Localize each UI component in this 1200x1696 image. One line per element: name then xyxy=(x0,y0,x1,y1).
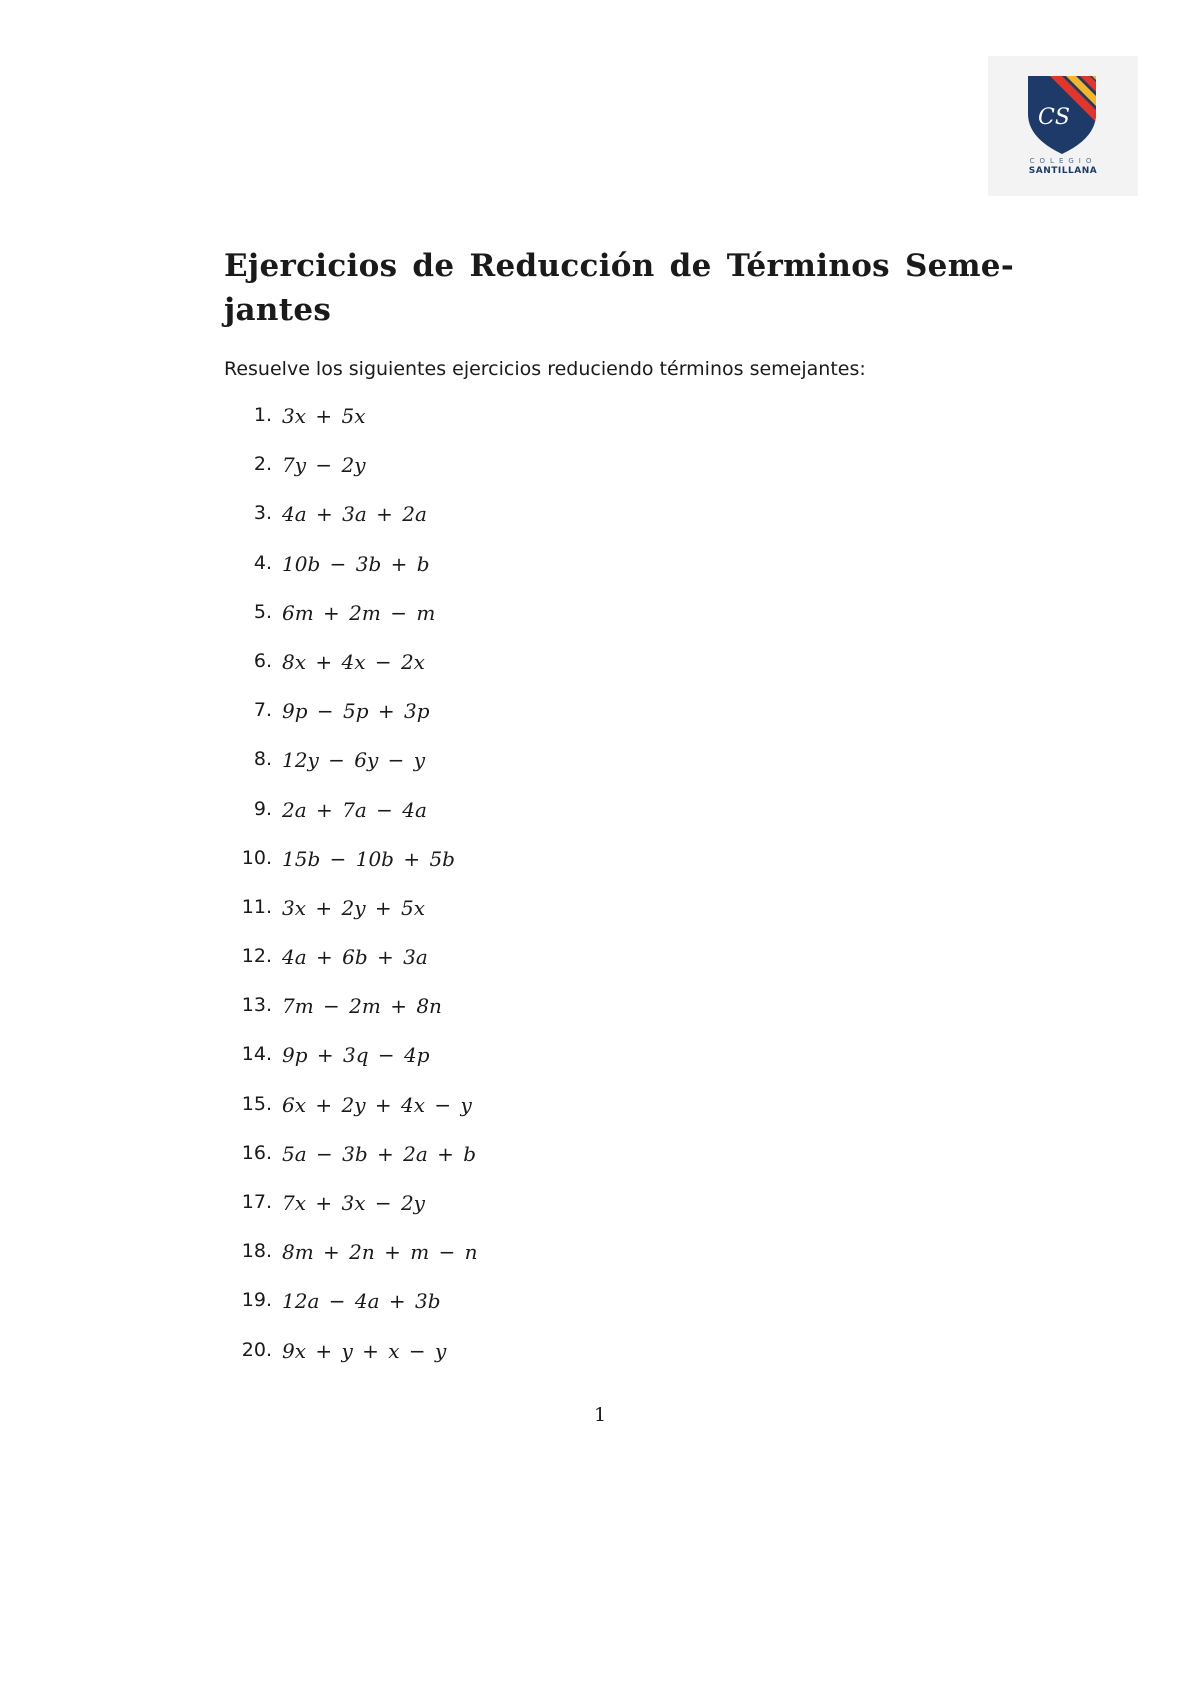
exercise-item xyxy=(224,453,478,502)
exercise-number: 13. xyxy=(241,994,272,1017)
exercise-expression: 6x + 2y + 4x − y xyxy=(282,1092,472,1117)
exercise-item xyxy=(224,994,478,1043)
exercise-item xyxy=(224,945,478,994)
exercise-expression: 5a − 3b + 2a + b xyxy=(282,1141,477,1166)
exercise-number: 14. xyxy=(241,1043,272,1066)
exercise-expression: 8x + 4x − 2x xyxy=(282,649,425,674)
exercise-number: 19. xyxy=(241,1289,272,1312)
exercise-item xyxy=(224,1191,478,1240)
exercise-number: 15. xyxy=(241,1092,272,1115)
exercise-item xyxy=(224,896,478,945)
exercise-expression: 9p + 3q − 4p xyxy=(282,1043,430,1068)
page-title xyxy=(224,244,1014,332)
exercise-number: 7. xyxy=(253,699,272,722)
exercise-number: 17. xyxy=(241,1191,272,1213)
school-logo xyxy=(988,56,1138,196)
page-title-line2: jantes xyxy=(224,292,332,328)
exercise-expression: 7x + 3x − 2y xyxy=(282,1191,425,1215)
exercise-item xyxy=(224,601,478,650)
exercise-item xyxy=(224,748,478,797)
exercise-item xyxy=(224,1043,478,1092)
page-number: 1 xyxy=(593,1404,607,1426)
exercise-expression: 8m + 2n + m − n xyxy=(282,1240,478,1265)
exercise-expression: 10b − 3b + b xyxy=(282,551,430,576)
exercise-item xyxy=(224,798,478,847)
exercise-item xyxy=(224,1240,478,1289)
exercise-expression: 12a − 4a + 3b xyxy=(282,1289,441,1314)
exercise-number: 8. xyxy=(253,748,272,771)
exercise-item xyxy=(224,1289,478,1338)
exercise-item xyxy=(224,847,478,896)
exercise-number: 18. xyxy=(241,1240,272,1263)
exercise-list xyxy=(224,404,478,1388)
exercise-expression: 3x + 5x xyxy=(282,404,366,428)
exercise-item xyxy=(224,1093,478,1142)
exercise-expression: 15b − 10b + 5b xyxy=(282,846,455,871)
exercise-expression: 4a + 6b + 3a xyxy=(282,945,428,970)
exercise-number: 2. xyxy=(253,453,272,476)
exercise-item xyxy=(224,1339,478,1388)
exercise-number: 3. xyxy=(253,502,272,525)
exercise-number: 16. xyxy=(241,1141,272,1164)
exercise-item xyxy=(224,1142,478,1191)
exercise-number: 4. xyxy=(253,551,272,574)
exercise-expression: 6m + 2m − m xyxy=(282,600,436,625)
exercise-expression: 9p − 5p + 3p xyxy=(282,699,430,724)
exercise-expression: 4a + 3a + 2a xyxy=(282,502,427,527)
exercise-item xyxy=(224,552,478,601)
exercise-item xyxy=(224,502,478,551)
exercise-number: 12. xyxy=(241,945,272,968)
exercise-number: 5. xyxy=(253,600,272,623)
exercise-expression: 3x + 2y + 5x xyxy=(282,895,425,920)
exercise-expression: 12y − 6y − y xyxy=(282,748,426,773)
exercise-number: 9. xyxy=(253,797,272,820)
exercise-number: 10. xyxy=(241,846,272,869)
instructions-text: Resuelve los siguientes ejercicios reduciendo términos semejantes: xyxy=(224,358,866,380)
exercise-expression: 2a + 7a − 4a xyxy=(282,797,427,822)
logo-monogram: CS xyxy=(1038,105,1070,130)
exercise-item xyxy=(224,650,478,699)
logo-colegio-text: COLEGIO xyxy=(1029,157,1097,165)
exercise-expression: 7m − 2m + 8n xyxy=(282,994,442,1019)
exercise-item xyxy=(224,404,478,453)
exercise-number: 6. xyxy=(253,649,272,672)
exercise-number: 11. xyxy=(241,895,272,918)
exercise-expression: 9x + y + x − y xyxy=(282,1338,447,1363)
exercise-expression: 7y − 2y xyxy=(282,453,366,478)
page-title-line1: Ejercicios de Reducción de Términos Seme- xyxy=(224,248,1014,284)
exercise-item xyxy=(224,699,478,748)
logo-school-name: SANTILLANA xyxy=(1028,166,1098,176)
exercise-number: 20. xyxy=(241,1338,272,1361)
exercise-number: 1. xyxy=(253,404,272,426)
